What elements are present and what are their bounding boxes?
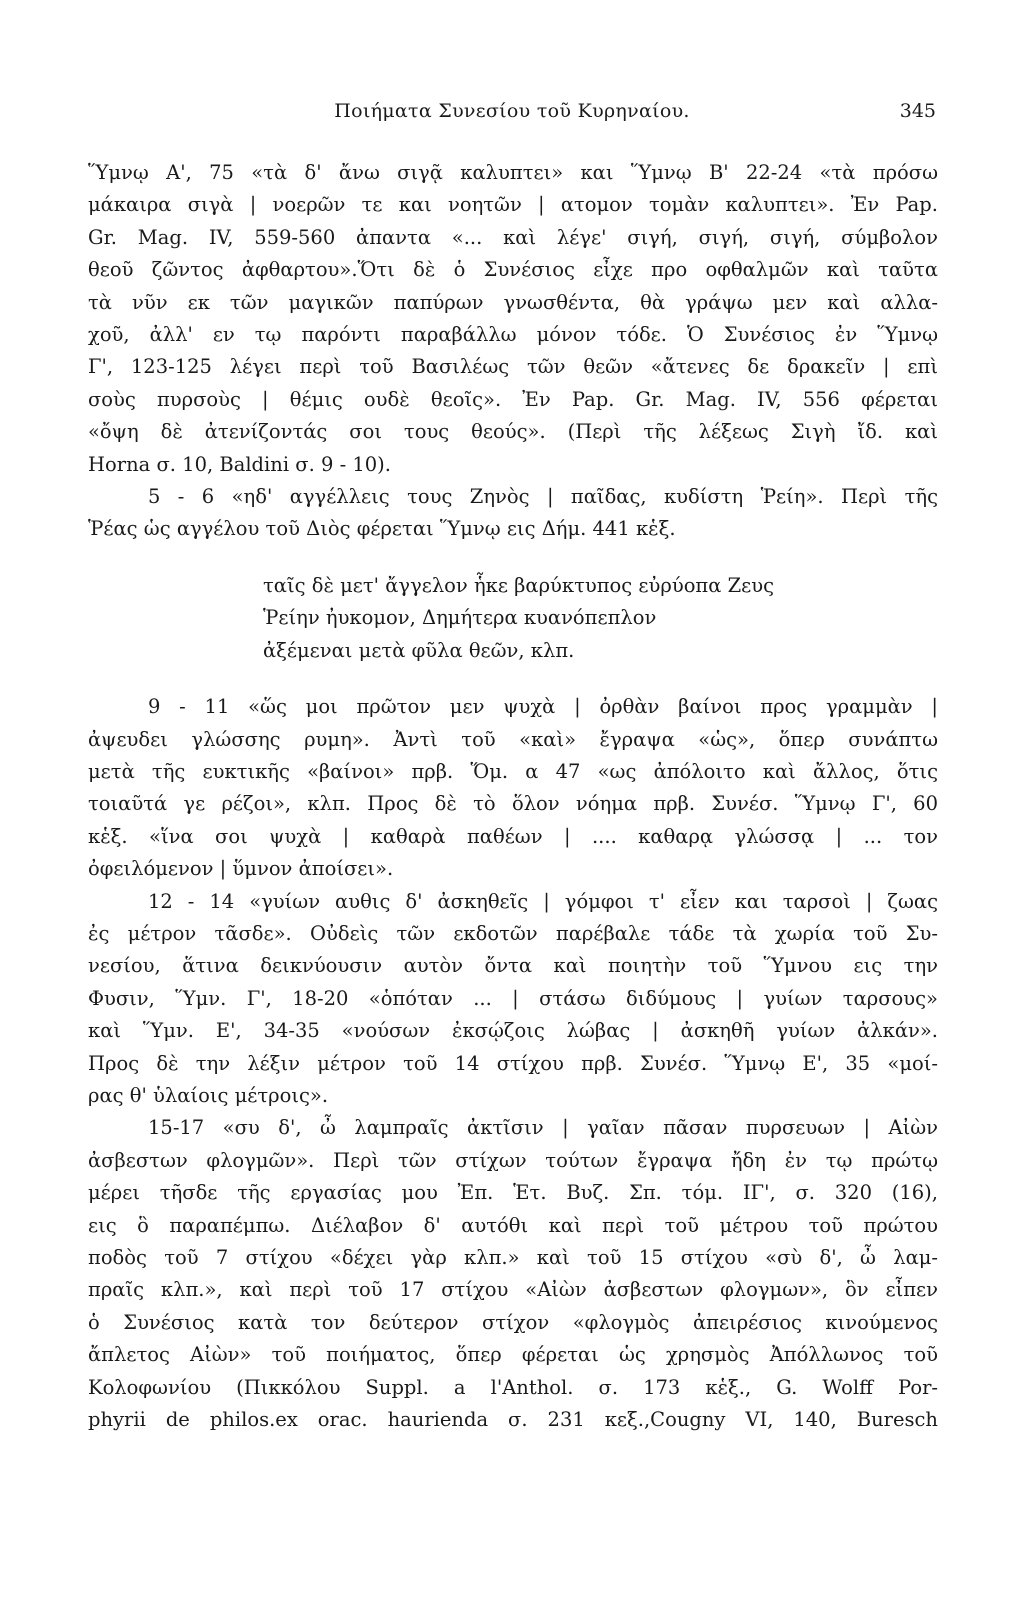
text-line: χοῦ, ἀλλ' εν τῳ παρόντι παραβάλλω μόνον τόδε. Ὁ Συνέσιος ἐν Ὕμνῳ [88,323,938,347]
paragraph-3 [88,691,938,885]
text-line: εις ὃ παραπέμπω. Διέλαβον δ' αυτόθι καὶ περὶ τοῦ μέτρου τοῦ πρώτου [88,1213,938,1237]
text-line: ἀψευδει γλώσσης ρυμη». Ἀντὶ τοῦ «καὶ» ἔγραψα «ὡς», ὅπερ συνάπτω [88,727,938,751]
text-line: σοὺς πυρσοὺς | θέμις ουδὲ θεοῖς». Ἐν Pap. Gr. Mag. IV, 556 φέρεται [88,387,938,411]
text-line: 9 - 11 «ὥς μοι πρῶτον μεν ψυχὰ | ὀρθὰν βαίνοι προς γραμμὰν | [148,695,938,719]
paragraph-5 [88,1112,938,1436]
text-line: ρας θ' ὑλαίοις μέτροις». [88,1083,329,1107]
text-line: Gr. Mag. IV, 559-560 ἀπαντα «... καὶ λέγε' σιγή, σιγή, σιγή, σύμβολον [88,225,938,249]
text-line: τὰ νῦν εκ τῶν μαγικῶν παπύρων γνωσθέντα, θὰ γράψω μεν καὶ αλλα- [88,290,938,314]
text-line: μάκαιρα σιγὰ | νοερῶν τε και νοητῶν | ατομον τομὰν καλυπτει». Ἐν Pap. [88,193,938,217]
paragraph-4 [88,886,938,1113]
text-line: ποδὸς τοῦ 7 στίχου «δέχει γὰρ κλπ.» καὶ τοῦ 15 στίχου «σὺ δ', ὦ λαμ- [88,1246,938,1269]
text-line: Horna σ. 10, Baldini σ. 9 - 10). [88,452,391,476]
text-line: Ὕμνῳ Α', 75 «τὰ δ' ἄνω σιγᾷ καλυπτει» και Ὕμνῳ Β' 22-24 «τὰ πρόσω [88,161,938,184]
quoted-verse [263,570,938,667]
page-number: 345 [899,100,936,122]
text-line: 12 - 14 «γυίων αυθις δ' ἀσκηθεῖς | γόμφοι τ' εἶεν και ταρσοὶ | ζωας [148,889,938,913]
text-line: phyrii de philos.ex orac. haurienda σ. 231 κεξ.,Cougny VI, 140, Buresch [88,1408,938,1432]
paragraph-2-cont [88,513,938,545]
page-header [88,100,936,140]
text-line: νεσίου, ἅτινα δεικνύουσιν αυτὸν ὄντα καὶ ποιητὴν τοῦ Ὕμνου εις την [88,954,938,978]
text-line: Προς δὲ την λέξιν μέτρον τοῦ 14 στίχου πρβ. Συνέσ. Ὕμνῳ Ε', 35 «μοί- [88,1051,938,1075]
page-body [88,157,938,1436]
text-line: Φυσιν, Ὕμν. Γ', 18-20 «ὁπόταν ... | στάσω διδύμους | γυίων ταρσους» [88,986,938,1010]
text-line: μετὰ τῆς ευκτικῆς «βαίνοι» πρβ. Ὅμ. α 47 «ως ἀπόλοιτο καὶ ἄλλος, ὅτις [88,759,938,783]
text-line: Κολοφωνίου (Πικκόλου Suppl. a l'Anthol. σ. 173 κἑξ., G. Wolff Por- [88,1375,938,1399]
text-line: ἄπλετος Αἰὼν» τοῦ ποιήματος, ὅπερ φέρεται ὡς χρησμὸς Ἀπόλλωνος τοῦ [88,1343,938,1367]
text-line: ὀφειλόμενον | ὕμνον ἀποίσει». [88,857,394,881]
paragraph-2 [88,481,938,513]
text-line: Γ', 123-125 λέγει περὶ τοῦ Βασιλέως τῶν θεῶν «ἄτενες δε δρακεῖν | επὶ [88,355,938,379]
verse-line: Ῥείην ἠυκομον, Δημήτερα κυανόπεπλον [263,606,657,630]
running-title: Ποιήματα Συνεσίου τοῦ Κυρηναίου. [334,100,690,122]
text-line: ἀσβεστων φλογμῶν». Περὶ τῶν στίχων τούτων ἔγραψα ἤδη ἐν τῳ πρώτῳ [88,1148,938,1172]
text-line: ἐς μέτρον τᾶσδε». Οὐδεὶς τῶν εκδοτῶν παρέβαλε τάδε τὰ χωρία τοῦ Συ- [88,921,938,945]
text-line: μέρει τῆσδε τῆς εργασίας μου Ἐπ. Ἑτ. Βυζ. Σπ. τόμ. ΙΓ', σ. 320 (16), [88,1181,938,1205]
text-line: Ῥέας ὡς αγγέλου τοῦ Διὸς φέρεται Ὕμνῳ εις Δήμ. 441 κἑξ. [88,517,676,541]
text-line: «ὄψη δὲ ἀτενίζοντάς σοι τους θεούς». (Περὶ τῆς λέξεως Σιγὴ ἴδ. καὶ [88,420,938,444]
text-line: τοιαῦτά γε ρέζοι», κλπ. Προς δὲ τὸ ὅλον νόημα πρβ. Συνέσ. Ὕμνῳ Γ', 60 [88,792,938,816]
text-line: ὁ Συνέσιος κατὰ τον δεύτερον στίχον «φλογμὸς ἀπειρέσιος κινούμενος [88,1310,938,1334]
text-line: καὶ Ὕμν. Ε', 34-35 «νούσων ἐκσῴζοις λώβας | ἀσκηθῆ γυίων ἀλκάν». [88,1019,938,1043]
text-line: πραῖς κλπ.», καὶ περὶ τοῦ 17 στίχου «Αἰὼν ἀσβεστων φλογμων», ὃν εἶπεν [88,1278,938,1302]
verse-line: ἀξέμεναι μετὰ φῦλα θεῶν, κλπ. [263,638,575,662]
text-line: 5 - 6 «ηδ' αγγέλλεις τους Ζηνὸς | παῖδας, κυδίστη Ῥείη». Περὶ τῆς [148,485,938,509]
paragraph-1 [88,157,938,481]
text-line: 15-17 «συ δ', ὦ λαμπραῖς ἀκτῖσιν | γαῖαν πᾶσαν πυρσευων | Αἰὼν [148,1116,938,1140]
verse-line: ταῖς δὲ μετ' ἄγγελον ἧκε βαρύκτυπος εὐρύοπα Ζευς [263,573,775,597]
text-line: θεοῦ ζῶντος ἀφθαρτου».Ὅτι δὲ ὁ Συνέσιος εἶχε προ οφθαλμῶν καὶ ταῦτα [88,258,938,282]
text-line: κἑξ. «ἵνα σοι ψυχὰ | καθαρὰ παθέων | .... καθαρᾳ γλώσσᾳ | ... τον [88,824,938,848]
